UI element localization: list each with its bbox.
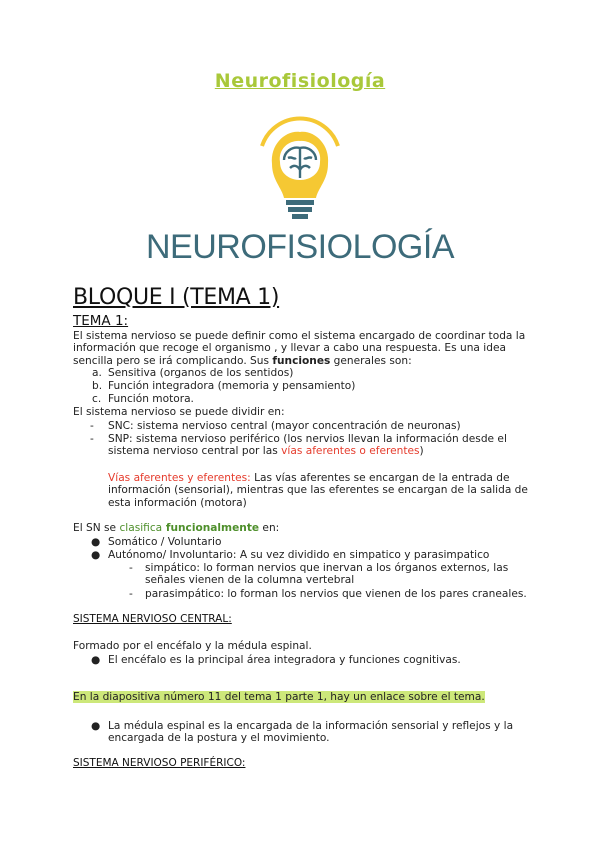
list-item: Función motora. [108,393,194,405]
bullet-icon: ● [91,720,101,732]
bullet-icon: ● [91,549,101,561]
dash-icon: - [90,433,94,445]
list-item: SNP: sistema nervioso periférico (los nervios llevan la información desde el sistema nervioso central por las vías aferentes o eferentes) [108,433,507,458]
logo-wordmark: NEUROFISIOLOGÍA [146,228,454,266]
list-item: Autónomo/ Involuntario: A su vez dividido en simpatico y parasimpatico [108,549,490,561]
list-item: La médula espinal es la encargada de la información sensorial y reflejos y la encargada de la postura y el movimiento. [108,720,514,745]
list-item: SNC: sistema nervioso central (mayor concentración de neuronas) [108,420,461,432]
list-item: parasimpático: lo forman los nervios que vienen de los pares craneales. [145,588,527,600]
tema-heading: TEMA 1: [73,313,129,329]
division-intro: El sistema nervioso se puede dividir en: [73,406,285,418]
snc-intro: Formado por el encéfalo y la médula espinal. [73,640,312,652]
bullet-icon: ● [91,536,101,548]
list-item: El encéfalo es la principal área integradora y funciones cognitivas. [108,654,461,666]
list-item: Función integradora (memoria y pensamiento) [108,380,356,392]
bloque-heading: BLOQUE I (TEMA 1) [73,285,280,310]
vias-paragraph: Vías aferentes y eferentes: Las vías aferentes se encargan de la entrada de información (sensorial), mientras que las eferentes se encargan de la salida de esta información (motora) [108,472,528,509]
dash-icon: - [90,420,94,432]
dash-icon: - [129,562,133,574]
snc-heading: SISTEMA NERVIOSO CENTRAL: [73,613,232,625]
clasifica-line: El SN se clasifica funcionalmente en: [73,522,280,534]
page-title: Neurofisiología [214,70,386,92]
bullet-icon: ● [91,654,101,666]
list-item: Somático / Voluntario [108,536,222,548]
list-item: Sensitiva (organos de los sentidos) [108,367,294,379]
highlight-note: En la diapositiva número 11 del tema 1 parte 1, hay un enlace sobre el tema. [73,691,485,703]
dash-icon: - [129,588,133,600]
snp-heading: SISTEMA NERVIOSO PERIFÉRICO: [73,757,246,769]
intro-paragraph: El sistema nervioso se puede definir como el sistema encargado de coordinar toda la información que recoge el organismo , y llevar a cabo una respuesta. Es una idea sencilla pero se irá complicando. Sus funciones generales son: [73,330,526,367]
list-item: simpático: lo forman nervios que inervan a los órganos externos, las señales vienen de la columna vertebral [145,562,509,587]
brain-bulb-logo-icon [250,108,350,228]
